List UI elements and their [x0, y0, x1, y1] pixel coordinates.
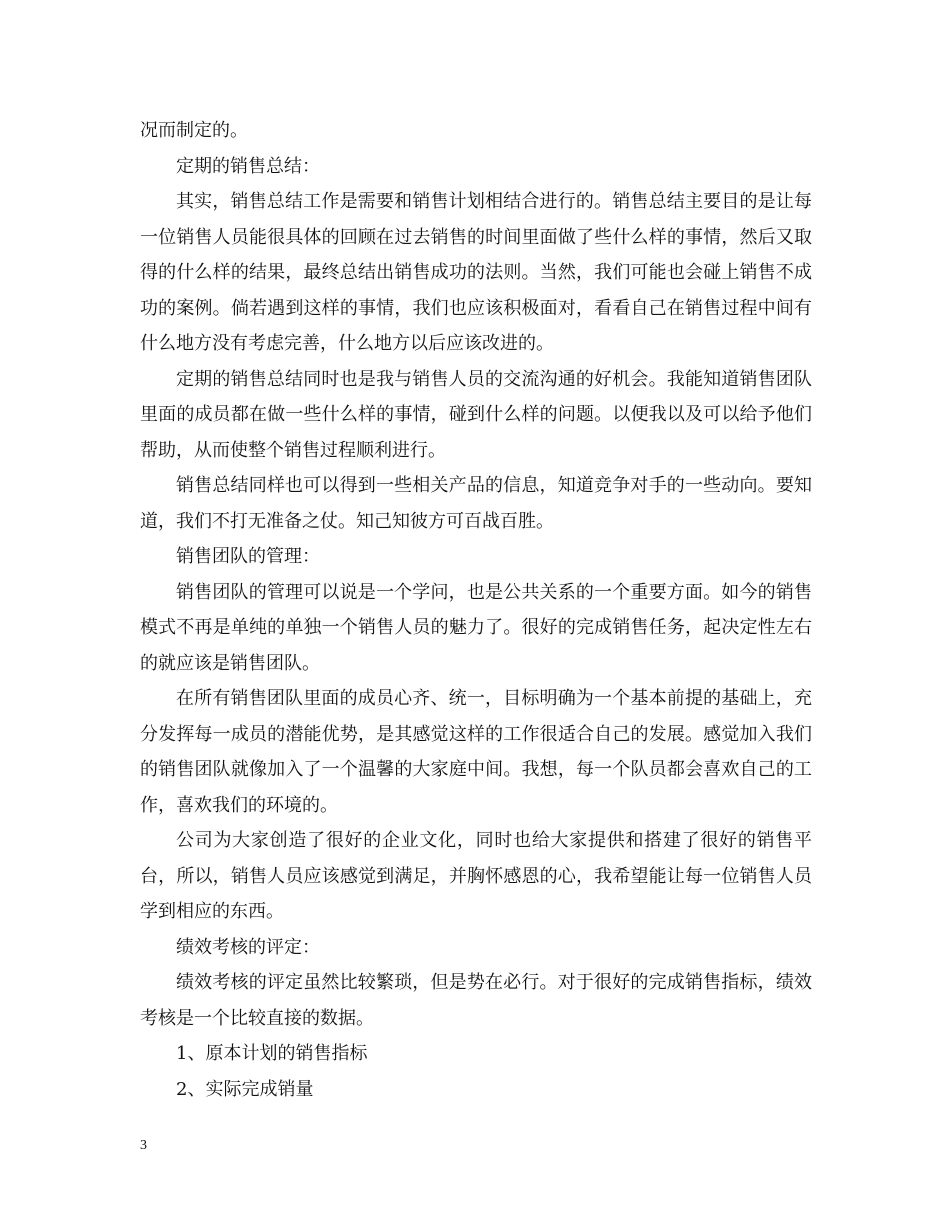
section-heading-team-management: 销售团队的管理：	[176, 546, 320, 567]
paragraph: 公司为大家创造了很好的企业文化，同时也给大家提供和搭建了很好的销售平台，所以，销售人员应该感觉到满足，并胸怀感恩的心，我希望能让每一位销售人员学到相应的东西。	[140, 830, 812, 922]
paragraph-continuation: 况而制定的。	[140, 120, 248, 141]
list-item: 2、实际完成销量	[176, 1078, 314, 1100]
section-heading-performance-review: 绩效考核的评定：	[176, 936, 320, 958]
paragraph: 其实，销售总结工作是需要和销售计划相结合进行的。销售总结主要目的是让每一位销售人员能很具体的回顾在过去销售的时间里面做了些什么样的事情，然后又取得的什么样的结果，最终总结出销售成功的法则。当然，我们可能也会碰上销售不成功的案例。倘若遇到这样的事情，我们也应该积极面对，看看自己在销售过程中间有什么地方没有考虑完善，什么地方以后应该改进的。	[140, 191, 812, 354]
paragraph: 销售总结同样也可以得到一些相关产品的信息，知道竞争对手的一些动向。要知道，我们不打无准备之仗。知己知彼方可百战百胜。	[140, 475, 812, 532]
paragraph: 定期的销售总结同时也是我与销售人员的交流沟通的好机会。我能知道销售团队里面的成员都在做一些什么样的事情，碰到什么样的问题。以便我以及可以给予他们帮助，从而使整个销售过程顺利进行。	[140, 368, 812, 461]
document-body	[140, 113, 812, 1107]
section-heading-sales-summary: 定期的销售总结：	[176, 155, 320, 177]
paragraph: 在所有销售团队里面的成员心齐、统一，目标明确为一个基本前提的基础上，充分发挥每一成员的潜能优势，是其感觉这样的工作很适合自己的发展。感觉加入我们的销售团队就像加入了一个温馨的大家庭中间。我想，每一个队员都会喜欢自己的工作，喜欢我们的环境的。	[140, 688, 812, 816]
paragraph: 销售团队的管理可以说是一个学问，也是公共关系的一个重要方面。如今的销售模式不再是单纯的单独一个销售人员的魅力了。很好的完成销售任务，起决定性左右的就应该是销售团队。	[140, 581, 812, 674]
page-number: 3	[140, 1138, 147, 1153]
list-item: 1、原本计划的销售指标	[176, 1043, 368, 1064]
paragraph: 绩效考核的评定虽然比较繁琐，但是势在必行。对于很好的完成销售指标，绩效考核是一个比较直接的数据。	[140, 972, 812, 1029]
